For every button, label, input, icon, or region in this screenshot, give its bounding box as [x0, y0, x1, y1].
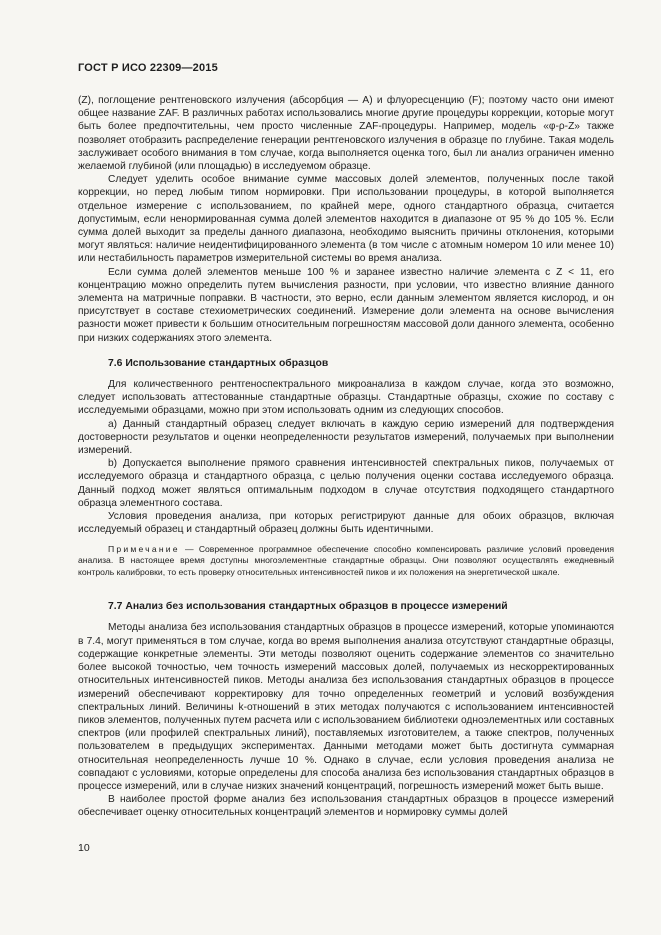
- document-header: ГОСТ Р ИСО 22309—2015: [78, 62, 218, 74]
- list-item-b: b) Допускается выполнение прямого сравнения интенсивностей спектральных пиков, получаемых от исследуемого образца и стандартного образца, с целью получения оценки состава исследуемого образца. Данный подход может являться оптимальным подходом в случае отсутствия подходящего стандартного образца элементного состава.: [78, 458, 614, 509]
- paragraph: (Z), поглощение рентгеновского излучения (абсорбция — А) и флуоресценцию (F); поэтому часто они имеют общее название ZAF. В различных работах использовались многие другие процедуры коррекции, которые могут быть более предпочтительны, чем просто численные ZAF-процедуры. Например, модель «φ-ρ-Z» также позволяет отобразить распределение генерации рентгеновского излучения в образце по глубине. Такая модель заслуживает особого внимания в том случае, когда выполняется оценка того, был ли анализ ограничен именно желаемой глубиной (или площадью) в исследуемом образце.: [78, 95, 614, 173]
- section-heading-7-7: 7.7 Анализ без использования стандартных образцов в процессе измерений: [108, 601, 508, 613]
- paragraph: Следует уделить особое внимание сумме массовых долей элементов, полученных после такой коррекции, но перед любым типом нормировки. При использовании процедуры, в которой выполняется отдельное измерение с использованием, по крайней мере, одного стандартного образца, считается допустимым, если ненормированная сумма долей элементов находится в диапазоне от 95 % до 105 %. Если сумма долей выходит за пределы данного диапазона, необходимо выяснить причины отклонения, которыми могут являться: наличие неидентифицированного элемента (в том числе с атомным номером 10 или менее 10) или нестабильность параметров измерительной системы во время анализа.: [78, 174, 614, 265]
- page-number: 10: [78, 842, 90, 854]
- paragraph: Методы анализа без использования стандартных образцов в процессе измерений, которые упоминаются в 7.4, могут применяться в том случае, когда во время выполнения анализа отсутствуют стандартные образцы, содержащие конкретные элементы. Эти методы позволяют оценить содержание элементов со значительно более высокой точностью, чем точность измерений массовых долей, получаемых из нескорректированных относительных интенсивностей пиков. Методы анализа без использования стандартных образцов в процессе измерений обеспечивают корректировку для точно определенных геометрий и условий возбуждения спектральных линий. Величины k-отношений в этих методах получаются с использованием интенсивностей пиков элементов, полученных путем расчета или с использованием библиотеки одноэлементных или составных спектров (или профилей спектральных линий), поставляемых изготовителем, а также спектров, полученных пользователем в предыдущих экспериментах. Данными методами может быть достигнута суммарная относительная неопределенность лучше 10 %. Однако в случае, если условия проведения анализа не совпадают с условиями, которые определены для способа анализа без использования стандартных образцов в процессе измерений, или в случае низких значений концентраций, погрешность измерений может быть выше.: [78, 622, 614, 792]
- section-heading-7-6: 7.6 Использование стандартных образцов: [108, 357, 329, 369]
- list-item-a: а) Данный стандартный образец следует включать в каждую серию измерений для подтверждения достоверности результатов и оценки неопределенности результатов измерений, получаемых при выполнении измерений.: [78, 418, 614, 457]
- page-content: [78, 94, 614, 820]
- paragraph: Для количественного рентгеноспектрального микроанализа в каждом случае, когда это возможно, следует использовать аттестованные стандартные образцы. Стандартные образцы, схожие по составу с исследуемыми образцами, можно при этом использовать одним из следующих способов.: [78, 379, 614, 417]
- note-text: — Современное программное обеспечение способно компенсировать различие условий проведения анализа. В настоящее время доступны многоэлементные стандартные образцы. Они позволяют осуществлять ежедневный контроль калибровки, то есть проверку относительных интенсивностей пиков и их положения на энергетической шкале.: [78, 543, 614, 577]
- paragraph: В наиболее простой форме анализ без использования стандартных образцов в процессе измерений обеспечивает оценку относительных концентраций элементов и нормировку суммы долей: [78, 794, 614, 819]
- note-label: Примечание: [108, 543, 180, 554]
- paragraph: Если сумма долей элементов меньше 100 % и заранее известно наличие элемента с Z < 11, его концентрацию можно определить путем вычисления разности, при условии, что известно влияние данного элемента на матричные поправки. В частности, это верно, если данным элементом является кислород, и он присутствует в составе стехиометрических соединений. Измерение доли элемента на основе вычисления разности может привести к большим относительным погрешностям массовой доли данного элемента, особенно при низких содержаниях этого элемента.: [78, 266, 614, 344]
- note: [78, 544, 614, 579]
- paragraph: Условия проведения анализа, при которых регистрируют данные для обоих образцов, включая исследуемый образец и стандартный образец должны быть идентичными.: [78, 511, 614, 536]
